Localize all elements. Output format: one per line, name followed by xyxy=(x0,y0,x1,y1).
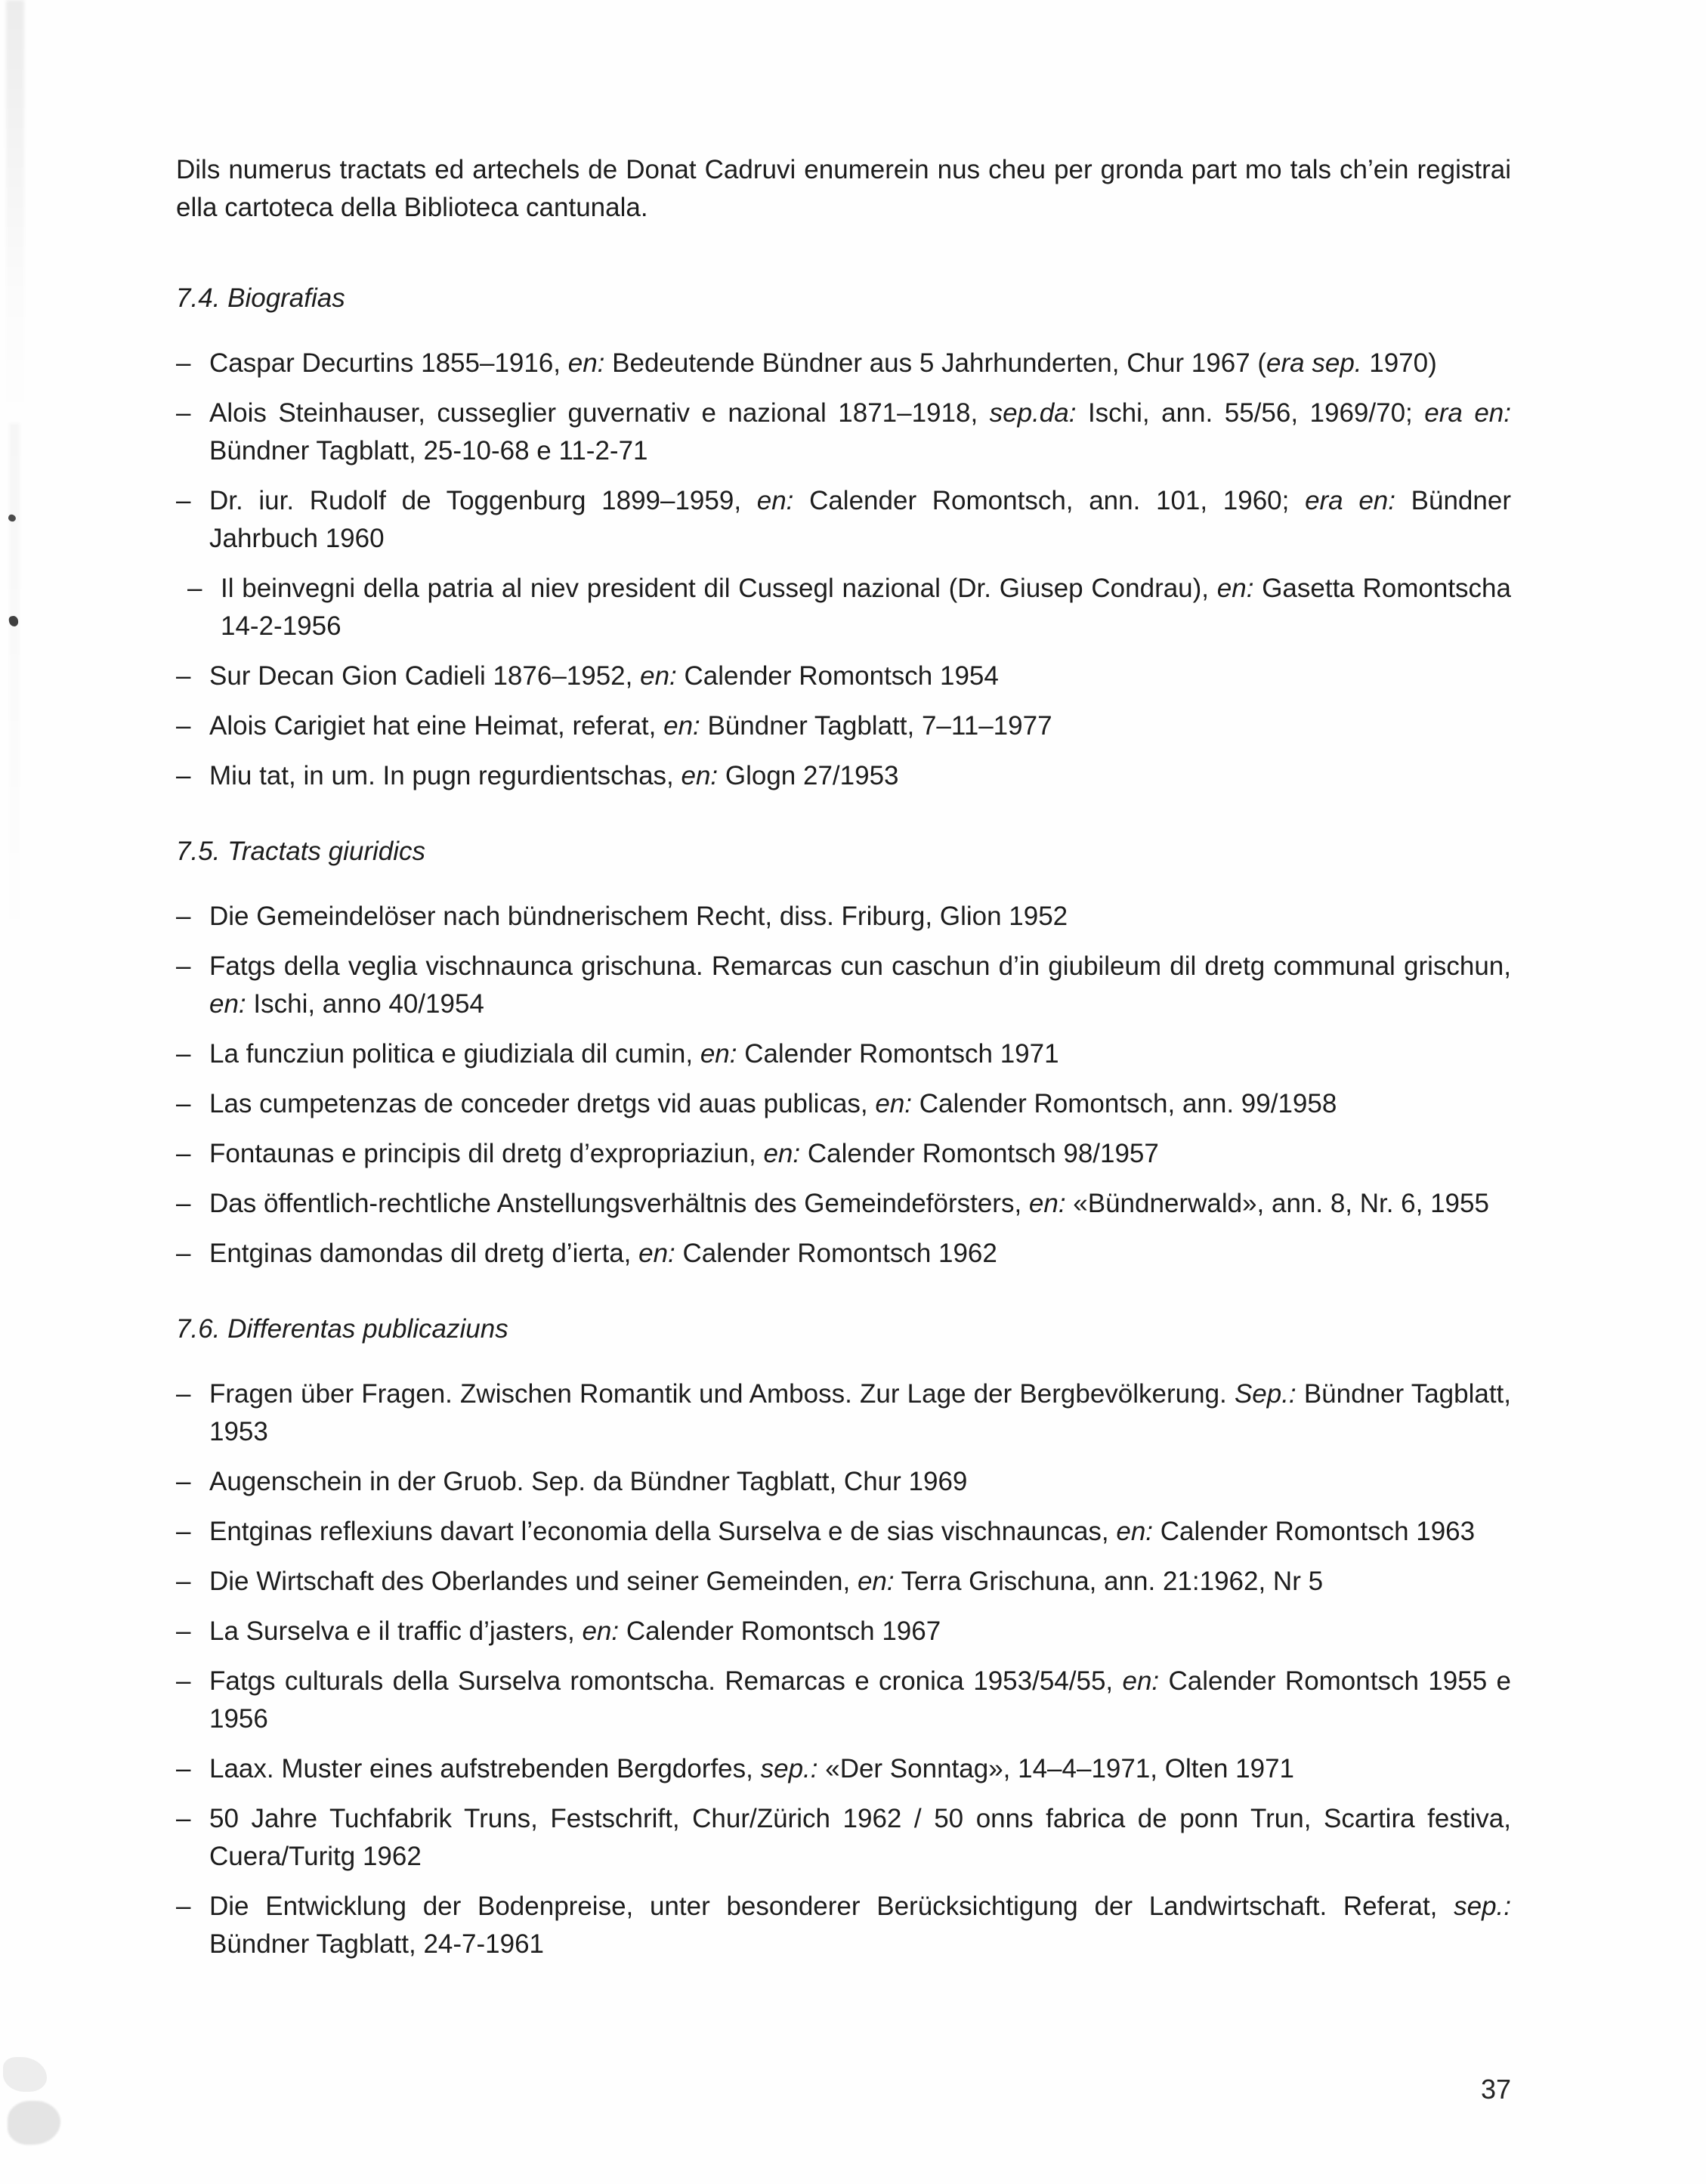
section-heading: 7.5. Tractats giuridics xyxy=(176,837,426,866)
bibliography-entry xyxy=(176,1035,1511,1073)
entry-text xyxy=(209,1666,1511,1734)
bibliography-list xyxy=(176,345,1511,795)
list-dash-marker: – xyxy=(176,902,191,931)
bibliography-entry xyxy=(176,657,1511,695)
entry-text-run: 1970) xyxy=(1361,348,1437,378)
section-heading: 7.4. Biografias xyxy=(176,283,345,313)
intro-paragraph: Dils numerus tractats ed artechels de Donat Cadruvi enumerein nus cheu per gronda part mo tals ch’ein registrai ella cartoteca della Biblioteca cantunala. xyxy=(176,155,1511,222)
italic-descriptor: en: xyxy=(700,1039,737,1069)
entry-text-run: Fatgs culturals della Surselva romontscha. Remarcas e cronica 1953/54/55, xyxy=(209,1666,1123,1696)
entry-text-run: Bedeutende Bündner aus 5 Jahrhunderten, Chur 1967 ( xyxy=(604,348,1267,378)
italic-descriptor: sep.: xyxy=(760,1754,818,1783)
entry-text-run: Bündner Tagblatt, 24-7-1961 xyxy=(209,1929,545,1959)
entry-text-run: «Bündnerwald», ann. 8, Nr. 6, 1955 xyxy=(1065,1189,1489,1218)
bibliography-entry xyxy=(176,1663,1511,1738)
list-dash-marker: – xyxy=(176,398,191,428)
entry-text-run: «Der Sonntag», 14–4–1971, Olten 1971 xyxy=(817,1754,1294,1783)
list-dash-marker: – xyxy=(176,1239,191,1268)
scan-artifact-corner-blob xyxy=(8,2101,60,2145)
italic-descriptor: en: xyxy=(1116,1517,1154,1546)
entry-text-run: Entginas damondas dil dretg d’ierta, xyxy=(209,1239,639,1268)
bibliography-entry xyxy=(176,345,1511,382)
bibliography-entry xyxy=(176,1613,1511,1650)
bibliography-entry xyxy=(176,482,1511,558)
entry-text-run: Die Wirtschaft des Oberlandes und seiner Gemeinden, xyxy=(209,1567,858,1596)
entry-text-run: Dr. iur. Rudolf de Toggenburg 1899–1959, xyxy=(209,486,757,515)
bibliography-section xyxy=(176,833,1511,1273)
bibliography-section xyxy=(176,1310,1511,1963)
bibliography-entry xyxy=(176,1085,1511,1123)
entry-text-run: Die Gemeindelöser nach bündnerischem Recht, diss. Friburg, Glion 1952 xyxy=(209,902,1068,931)
italic-descriptor: en: xyxy=(582,1616,620,1646)
entry-text-run: Bündner Tagblatt, 25-10-68 e 11-2-71 xyxy=(209,436,648,466)
list-dash-marker: – xyxy=(176,951,191,981)
italic-descriptor: en: xyxy=(756,486,794,515)
entry-text-run: Calender Romontsch 98/1957 xyxy=(800,1139,1159,1168)
entry-text-run: Calender Romontsch 1971 xyxy=(737,1039,1059,1069)
italic-descriptor: en: xyxy=(1122,1666,1160,1696)
entry-text-run: Fatgs della veglia vischnaunca grischuna. Remarcas cun caschun d’in giubileum dil dretg communal grischun, xyxy=(209,951,1511,981)
list-dash-marker: – xyxy=(176,1517,191,1546)
bibliography-entry xyxy=(176,1563,1511,1601)
bibliography-entry xyxy=(176,1135,1511,1173)
bibliography-section xyxy=(176,280,1511,795)
list-dash-marker: – xyxy=(176,1616,191,1646)
list-dash-marker: – xyxy=(176,1754,191,1783)
bibliography-entry xyxy=(176,1235,1511,1273)
scan-artifact-left-edge xyxy=(6,0,24,423)
entry-text xyxy=(209,398,1511,466)
bibliography-sections xyxy=(176,280,1511,1963)
entry-text xyxy=(209,1467,967,1496)
bibliography-entry xyxy=(176,757,1511,795)
entry-text-run: Sur Decan Gion Cadieli 1876–1952, xyxy=(209,661,641,691)
entry-text xyxy=(221,574,1511,641)
entry-text-run: Calender Romontsch, ann. 101, 1960; xyxy=(793,486,1306,515)
list-dash-marker: – xyxy=(176,348,191,378)
italic-descriptor: en: xyxy=(763,1139,801,1168)
italic-descriptor: era en: xyxy=(1305,486,1395,515)
section-heading: 7.6. Differentas publicaziuns xyxy=(176,1314,508,1344)
entry-text-run: La funcziun politica e giudiziala dil cumin, xyxy=(209,1039,700,1069)
italic-descriptor: en: xyxy=(567,348,605,378)
entry-text xyxy=(209,1239,997,1268)
list-dash-marker: – xyxy=(187,574,202,603)
list-dash-marker: – xyxy=(176,1139,191,1168)
bibliography-entry xyxy=(176,707,1511,745)
entry-text xyxy=(209,1517,1475,1546)
bibliography-entry xyxy=(176,394,1511,470)
scan-artifact-left-edge-lower xyxy=(9,423,20,952)
entry-text-run: Calender Romontsch 1955 e 1956 xyxy=(209,1666,1511,1734)
entry-text xyxy=(209,1089,1337,1118)
scan-artifact-corner-blob xyxy=(3,2057,47,2092)
bibliography-entry xyxy=(176,1375,1511,1451)
bibliography-entry xyxy=(176,948,1511,1023)
list-dash-marker: – xyxy=(176,1189,191,1218)
entry-text-run: Caspar Decurtins 1855–1916, xyxy=(209,348,568,378)
entry-text-run: Alois Carigiet hat eine Heimat, referat, xyxy=(209,711,664,741)
italic-descriptor: Sep.: xyxy=(1234,1379,1296,1409)
entry-text xyxy=(209,1139,1159,1168)
list-dash-marker: – xyxy=(176,661,191,691)
list-dash-marker: – xyxy=(176,1379,191,1409)
entry-text-run: Ischi, anno 40/1954 xyxy=(246,989,484,1019)
bibliography-entry xyxy=(176,1513,1511,1551)
italic-descriptor: en: xyxy=(663,711,700,741)
bibliography-entry xyxy=(176,1888,1511,1963)
entry-text-run: Calender Romontsch 1967 xyxy=(619,1616,941,1646)
entry-text-run: Miu tat, in um. In pugn regurdientschas, xyxy=(209,761,681,790)
list-dash-marker: – xyxy=(176,1089,191,1118)
entry-text xyxy=(209,1616,941,1646)
entry-text xyxy=(209,1892,1511,1959)
italic-descriptor: en: xyxy=(857,1567,895,1596)
page-content xyxy=(176,151,1511,1975)
entry-text-run: Entginas reflexiuns davart l’economia della Surselva e de sias vischnauncas, xyxy=(209,1517,1117,1546)
list-dash-marker: – xyxy=(176,711,191,741)
entry-text xyxy=(209,902,1068,931)
list-dash-marker: – xyxy=(176,1804,191,1833)
entry-text-run: Bündner Tagblatt, 7–11–1977 xyxy=(700,711,1052,741)
entry-text-run: Das öffentlich-rechtliche Anstellungsverhältnis des Gemeindeförsters, xyxy=(209,1189,1029,1218)
italic-descriptor: en: xyxy=(1216,574,1254,603)
bibliography-entry xyxy=(187,570,1511,645)
entry-text xyxy=(209,761,899,790)
entry-text xyxy=(209,711,1052,741)
entry-text-run: Laax. Muster eines aufstrebenden Bergdorfes, xyxy=(209,1754,761,1783)
italic-descriptor: en: xyxy=(875,1089,913,1118)
entry-text-run: Ischi, ann. 55/56, 1969/70; xyxy=(1076,398,1425,428)
entry-text xyxy=(209,1379,1511,1446)
bibliography-entry xyxy=(176,1185,1511,1223)
italic-descriptor: en: xyxy=(209,989,246,1019)
entry-text xyxy=(209,486,1511,553)
list-dash-marker: – xyxy=(176,761,191,790)
list-dash-marker: – xyxy=(176,1666,191,1696)
bibliography-entry xyxy=(176,1463,1511,1501)
list-dash-marker: – xyxy=(176,1892,191,1921)
entry-text-run: Gasetta Romontscha 14-2-1956 xyxy=(221,574,1511,641)
entry-text-run: Calender Romontsch 1962 xyxy=(675,1239,997,1268)
bibliography-entry xyxy=(176,1800,1511,1876)
list-dash-marker: – xyxy=(176,1467,191,1496)
italic-descriptor: en: xyxy=(681,761,719,790)
entry-text-run: Bündner Tagblatt, 1953 xyxy=(209,1379,1512,1446)
list-dash-marker: – xyxy=(176,1567,191,1596)
entry-text xyxy=(209,1189,1489,1218)
entry-text-run: Las cumpetenzas de conceder dretgs vid auas publicas, xyxy=(209,1089,876,1118)
entry-text xyxy=(209,1039,1059,1069)
entry-text-run: La Surselva e il traffic d’jasters, xyxy=(209,1616,583,1646)
entry-text-run: Fontaunas e principis dil dretg d’expropriaziun, xyxy=(209,1139,764,1168)
entry-text-run: 50 Jahre Tuchfabrik Truns, Festschrift, Chur/Zürich 1962 / 50 onns fabrica de ponn Trun, Scartira festiva, Cuera/Turitg 1962 xyxy=(209,1804,1511,1871)
entry-text-run: Il beinvegni della patria al niev president dil Cussegl nazional (Dr. Giusep Condrau), xyxy=(221,574,1217,603)
italic-descriptor: en: xyxy=(638,1239,675,1268)
entry-text-run: Terra Grischuna, ann. 21:1962, Nr 5 xyxy=(894,1567,1324,1596)
entry-text-run: Glogn 27/1953 xyxy=(718,761,899,790)
entry-text-run: Augenschein in der Gruob. Sep. da Bündner Tagblatt, Chur 1969 xyxy=(209,1467,968,1496)
italic-descriptor: era en: xyxy=(1424,398,1511,428)
page-number: 37 xyxy=(1480,2074,1511,2105)
entry-text-run: Die Entwicklung der Bodenpreise, unter besonderer Berücksichtigung der Landwirtschaft. Referat, xyxy=(209,1892,1454,1921)
entry-text-run: Calender Romontsch 1954 xyxy=(676,661,999,691)
bibliography-list xyxy=(176,898,1511,1273)
entry-text xyxy=(209,348,1437,378)
list-dash-marker: – xyxy=(176,1039,191,1069)
italic-descriptor: en: xyxy=(1028,1189,1066,1218)
list-dash-marker: – xyxy=(176,486,191,515)
entry-text-run: Calender Romontsch, ann. 99/1958 xyxy=(912,1089,1337,1118)
entry-text xyxy=(209,661,999,691)
italic-descriptor: en: xyxy=(640,661,677,691)
italic-descriptor: era sep. xyxy=(1266,348,1362,378)
bibliography-entry xyxy=(176,1750,1511,1788)
italic-descriptor: sep.: xyxy=(1454,1892,1511,1921)
entry-text xyxy=(209,1804,1511,1871)
bibliography-entry xyxy=(176,898,1511,936)
entry-text xyxy=(209,951,1511,1019)
bibliography-list xyxy=(176,1375,1511,1963)
entry-text xyxy=(209,1567,1323,1596)
entry-text-run: Alois Steinhauser, cusseglier guvernativ e nazional 1871–1918, xyxy=(209,398,990,428)
entry-text-run: Fragen über Fragen. Zwischen Romantik und Amboss. Zur Lage der Bergbevölkerung. xyxy=(209,1379,1235,1409)
italic-descriptor: sep.da: xyxy=(989,398,1077,428)
entry-text-run: Calender Romontsch 1963 xyxy=(1153,1517,1476,1546)
entry-text-run: Bündner Jahrbuch 1960 xyxy=(209,486,1511,553)
entry-text xyxy=(209,1754,1294,1783)
